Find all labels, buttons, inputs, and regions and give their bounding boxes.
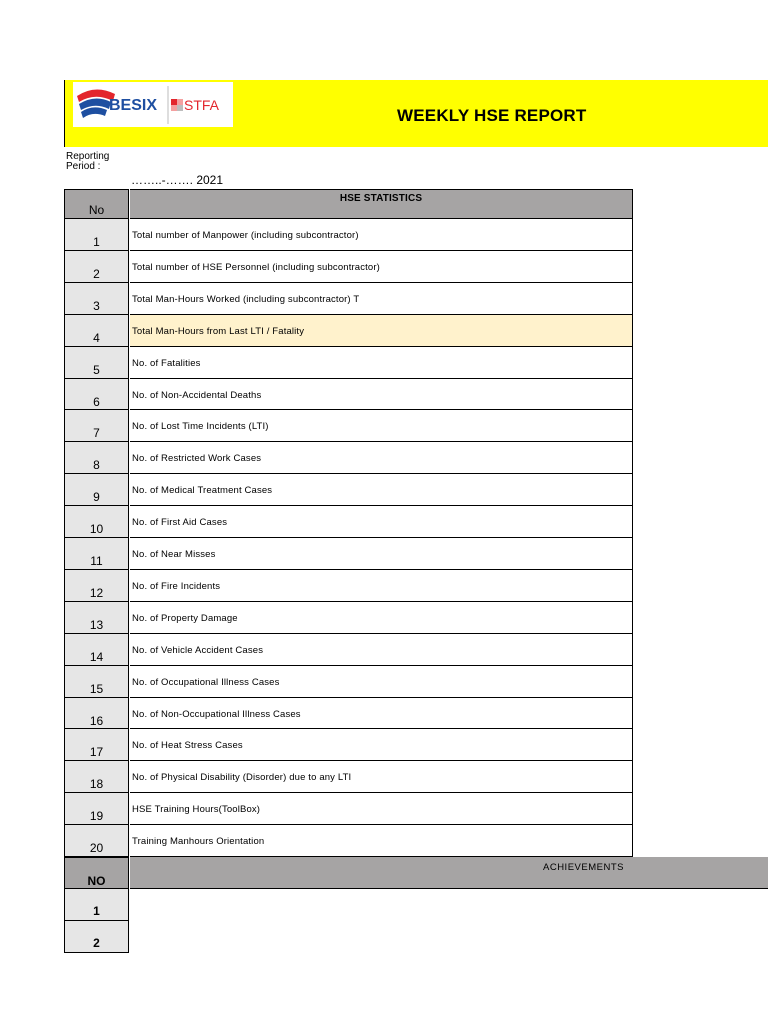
- row-number-cell: [64, 570, 129, 602]
- row-number-cell: [64, 283, 129, 315]
- company-logos: [73, 82, 233, 127]
- achievement-row-1: [64, 889, 129, 921]
- achievements-label: ACHIEVEMENTS: [543, 862, 624, 873]
- row-number-cell: [64, 825, 129, 857]
- row-number: 10: [89, 522, 104, 536]
- row-number: 1: [93, 235, 100, 249]
- row-description: No. of Heat Stress Cases: [132, 740, 243, 751]
- row-description-cell: [130, 442, 633, 474]
- reporting-period-value: ……..-……. 2021: [131, 173, 224, 187]
- row-description-cell: [130, 666, 633, 698]
- row-number-cell: [64, 315, 129, 347]
- row-number-cell: [64, 410, 129, 442]
- row-number-cell: [64, 761, 129, 793]
- row-number: 3: [93, 299, 100, 313]
- row-number-cell: [64, 793, 129, 825]
- row-description-cell: [130, 379, 633, 410]
- row-number: 15: [89, 682, 104, 696]
- row-number-cell: [64, 347, 129, 379]
- row-description: Total number of HSE Personnel (including subcontractor): [132, 262, 380, 273]
- row-number: 7: [93, 426, 100, 440]
- row-description: No. of Fatalities: [132, 358, 201, 369]
- report-header: [64, 80, 768, 147]
- row-description: No. of Property Damage: [132, 613, 238, 624]
- row-number-cell: [64, 729, 129, 761]
- row-description-cell: [130, 410, 633, 442]
- row-description: No. of Non-Accidental Deaths: [132, 390, 262, 401]
- row-description-cell: [130, 761, 633, 793]
- row-number-cell: [64, 442, 129, 474]
- row-description: Total Man-Hours from Last LTI / Fatality: [132, 326, 305, 337]
- achievement-no-1: 1: [93, 904, 100, 918]
- reporting-period-label: Reporting Period :: [66, 151, 110, 172]
- row-number-cell: [64, 666, 129, 698]
- row-description-cell: [130, 729, 633, 761]
- besix-logo-icon: [73, 82, 233, 127]
- row-description-cell: [130, 315, 633, 347]
- row-description: No. of Restricted Work Cases: [132, 453, 262, 464]
- row-description-cell: [130, 538, 633, 570]
- row-description-cell: [130, 793, 633, 825]
- row-description-cell: [130, 634, 633, 666]
- row-number: 12: [89, 586, 104, 600]
- row-number: 13: [89, 618, 104, 632]
- row-number: 4: [93, 331, 100, 345]
- row-description: No. of Physical Disability (Disorder) due to any LTI: [132, 772, 352, 783]
- row-number-cell: [64, 602, 129, 634]
- row-description: No. of Non-Occupational Illness Cases: [132, 709, 301, 720]
- row-number-cell: [64, 698, 129, 729]
- row-number: 14: [89, 650, 104, 664]
- row-number-cell: [64, 219, 129, 251]
- report-title: WEEKLY HSE REPORT: [397, 106, 587, 125]
- row-description: No. of Vehicle Accident Cases: [132, 645, 264, 656]
- no-header-label: No: [88, 203, 105, 217]
- row-number-cell: [64, 251, 129, 283]
- row-number: 17: [89, 745, 104, 759]
- row-description: No. of First Aid Cases: [132, 517, 228, 528]
- row-description-cell: [130, 570, 633, 602]
- row-number: 11: [90, 554, 103, 568]
- section-header-label: HSE STATISTICS: [339, 193, 423, 204]
- achievement-no-2: 2: [93, 936, 100, 950]
- row-number-cell: [64, 379, 129, 410]
- row-description-cell: [130, 506, 633, 538]
- row-number: 16: [89, 714, 104, 728]
- row-description-cell: [130, 602, 633, 634]
- logo-besix-text: BESIX: [109, 97, 158, 114]
- achievement-row-2: [64, 921, 129, 953]
- row-description-cell: [130, 474, 633, 506]
- row-description-cell: [130, 347, 633, 379]
- no-column-header: [64, 189, 129, 219]
- row-number: 6: [93, 395, 100, 409]
- row-number-cell: [64, 506, 129, 538]
- row-description-cell: [130, 251, 633, 283]
- row-number: 19: [89, 809, 104, 823]
- row-description: No. of Near Misses: [132, 549, 216, 560]
- row-description: Training Manhours Orientation: [132, 836, 265, 847]
- logo-stfa-text: STFA: [184, 97, 220, 113]
- row-number: 2: [93, 267, 100, 281]
- row-description: No. of Lost Time Incidents (LTI): [132, 421, 269, 432]
- hse-statistics-header: [130, 189, 633, 219]
- row-number-cell: [64, 474, 129, 506]
- row-description-cell: [130, 219, 633, 251]
- row-description: No. of Occupational Illness Cases: [132, 677, 280, 688]
- row-description-cell: [130, 283, 633, 315]
- row-number: 8: [93, 458, 100, 472]
- row-description-cell: [130, 698, 633, 729]
- row-description: Total Man-Hours Worked (including subcontractor) T: [132, 294, 360, 305]
- row-number: 18: [89, 777, 104, 791]
- achievements-no-header: [64, 857, 129, 889]
- row-description-cell: [130, 825, 633, 857]
- row-number: 5: [93, 363, 100, 377]
- row-description: Total number of Manpower (including subcontractor): [132, 230, 359, 241]
- achievements-header: [130, 857, 768, 889]
- row-number-cell: [64, 634, 129, 666]
- row-number: 9: [93, 490, 100, 504]
- row-description: No. of Medical Treatment Cases: [132, 485, 273, 496]
- row-description: No. of Fire Incidents: [132, 581, 221, 592]
- achievements-no-label: NO: [87, 874, 106, 888]
- row-number-cell: [64, 538, 129, 570]
- row-description: HSE Training Hours(ToolBox): [132, 804, 261, 815]
- row-number: 20: [89, 841, 104, 855]
